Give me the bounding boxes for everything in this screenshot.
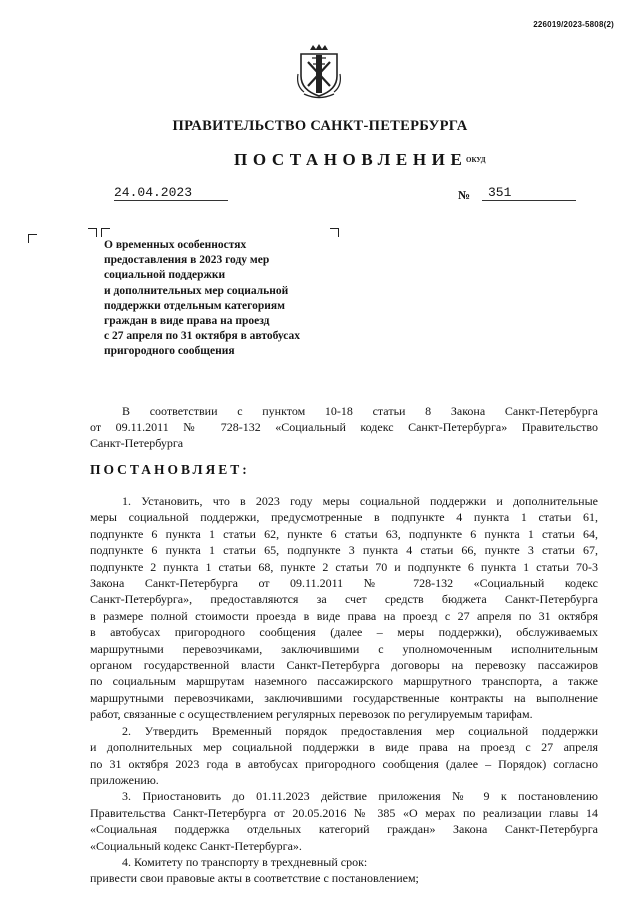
body-line: подпункте 2 пункта 1 статьи 68, пункте 2 статьи 70 и подпункте 6 пункта 1 статьи 70-3 [90, 559, 598, 574]
subject-line: граждан в виде права на проезд [104, 315, 270, 328]
body-line: 2. Утвердить Временный порядок предоставления мер социальной поддержки [122, 723, 598, 738]
subject-line: О временных особенностях [104, 239, 247, 251]
corner-mark [101, 228, 110, 237]
document-subject [104, 238, 364, 360]
preamble-line: В соответствии с пунктом 10-18 статьи 8 Закона Санкт-Петербурга [122, 404, 598, 418]
body-line: подпункте 6 пункта 1 статьи 62, пункте 6 статьи 63, подпункте 6 пункта 1 статьи 64, [90, 526, 598, 541]
resolves-heading: ПОСТАНОВЛЯЕТ: [90, 462, 250, 477]
preamble [90, 403, 598, 451]
body-line: меры социальной поддержки, предусмотренные в подпункте 4 пункта 1 статьи 61, [90, 510, 598, 525]
okud-label: ОКУД [466, 156, 486, 164]
body-line: работ, связанные с осуществлением регулярных перевозок по регулируемым тарифам. [90, 707, 533, 722]
body-line: маршрутными перевозчиками, заключившими государственные контракты на выполнение [90, 690, 598, 705]
subject-line: пригородного сообщения [104, 345, 235, 358]
body-line: привести свои правовые акты в соответствие с постановлением; [90, 871, 419, 886]
body-line: органом государственной власти Санкт-Петербурга договоры на перевозку пассажиров [90, 658, 598, 673]
subject-line: предоставления в 2023 году мер [104, 254, 270, 267]
subject-line: поддержки отдельным категориям [104, 299, 285, 312]
corner-mark [88, 228, 97, 237]
body-line: приложению. [90, 772, 159, 787]
preamble-line: Санкт-Петербурга [90, 436, 184, 450]
body-line: в размере полной стоимости проезда в виде права на проезд с 27 апреля по 31 октября [90, 608, 598, 623]
body-line: 4. Комитету по транспорту в трехдневный срок: [122, 854, 368, 869]
registration-number: 226019/2023-5808(2) [533, 20, 614, 29]
coat-of-arms-icon [296, 44, 342, 102]
corner-mark [330, 228, 339, 237]
document-type: ПОСТАНОВЛЕНИЕ [234, 150, 468, 169]
document-date: 24.04.2023 [114, 185, 228, 201]
document-body [90, 493, 598, 887]
subject-line: социальной поддержки [104, 269, 226, 282]
body-line: подпункте 6 пункта 1 статьи 65, подпункте 3 пункта 4 статьи 66, пункте 3 статьи 67, [90, 543, 598, 558]
document-number: 351 [482, 185, 576, 201]
preamble-line: от 09.11.2011 № 728-132 «Социальный кодекс Санкт-Петербурга» Правительство [90, 420, 598, 434]
body-line: 3. Приостановить до 01.11.2023 действие приложения № 9 к постановлению [122, 789, 598, 804]
body-line: по социальным маршрутам наземного пассажирского маршрутного транспорта, а также [90, 674, 598, 689]
government-title: ПРАВИТЕЛЬСТВО САНКТ-ПЕТЕРБУРГА [172, 118, 468, 134]
body-line: 1. Установить, что в 2023 году меры социальной поддержки и дополнительные [122, 494, 598, 508]
body-line: в автобусах пригородного сообщения (далее – меры поддержки), обслуживаемых [90, 625, 598, 640]
body-line: Правительства Санкт-Петербурга от 20.05.2016 № 385 «О мерах по реализации главы 14 [90, 805, 598, 820]
body-line: «Социальный кодекс Санкт-Петербурга». [90, 838, 302, 853]
body-line: и дополнительных мер социальной поддержки в виде права на проезд с 27 апреля [90, 740, 598, 755]
number-sign: № [458, 188, 471, 202]
subject-line: и дополнительных мер социальной [104, 284, 289, 297]
body-line: Санкт-Петербурга», предоставляются за счет средств бюджета Санкт-Петербурга [90, 592, 598, 607]
body-line: Закона Санкт-Петербурга от 09.11.2011 № 728-132 «Социальный кодекс [90, 576, 598, 591]
subject-line: с 27 апреля по 31 октября в автобусах [104, 330, 301, 343]
corner-mark [28, 234, 37, 243]
body-line: «Социальная поддержка отдельных категорий граждан» Закона Санкт-Петербурга [90, 822, 598, 837]
body-line: по 31 октября 2023 года в автобусах пригородного сообщения (далее – Порядок) согласно [90, 756, 598, 771]
body-line: маршрутными перевозчиками, заключившими с уполномоченным исполнительным [90, 641, 598, 656]
